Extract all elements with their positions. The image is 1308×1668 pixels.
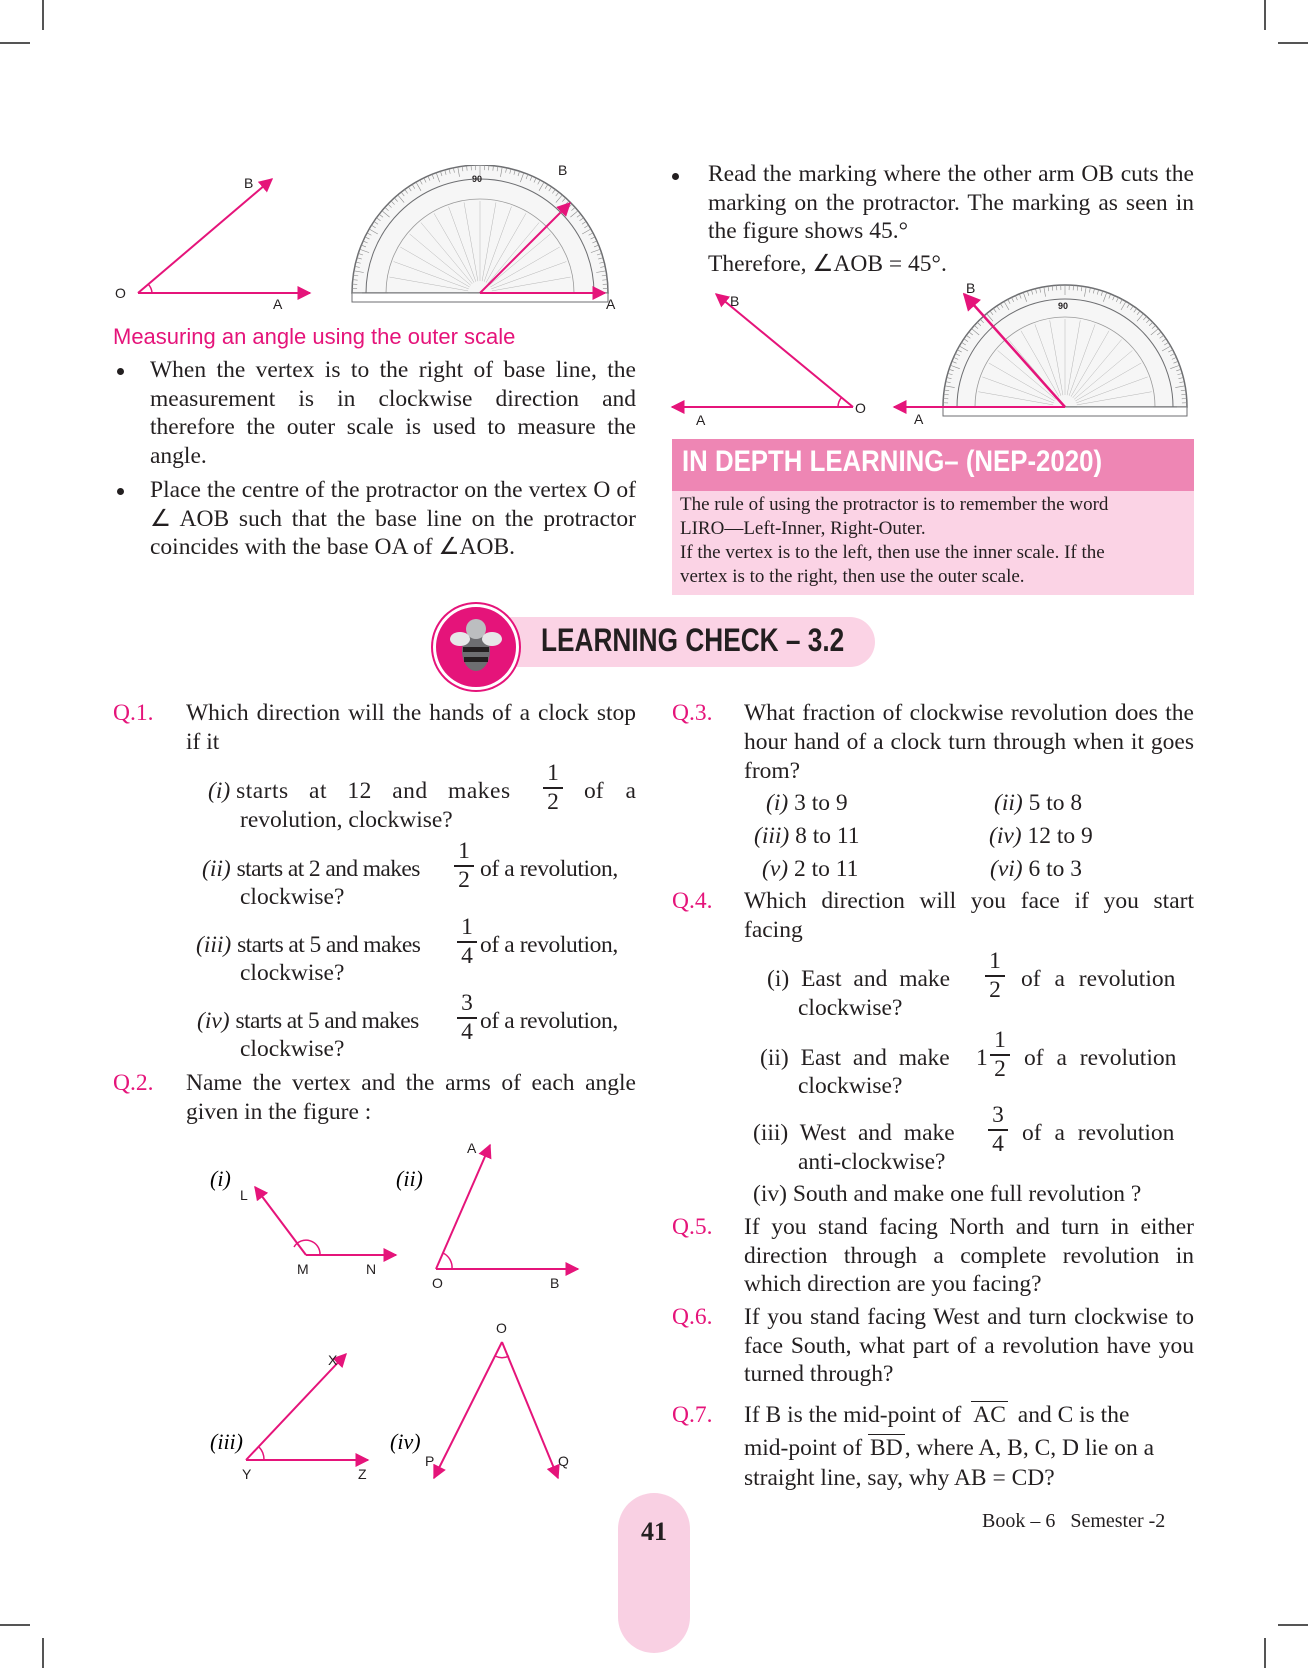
svg-text:Z: Z (358, 1466, 367, 1482)
q1-part: (iv) starts at 5 and makes (197, 1008, 419, 1034)
svg-text:B: B (966, 282, 976, 296)
svg-text:(iv): (iv) (390, 1429, 421, 1454)
q7-line: straight line, say, why AB = CD? (744, 1465, 1055, 1491)
svg-text:(ii): (ii) (396, 1166, 423, 1191)
svg-text:B: B (730, 293, 740, 309)
bee-icon (436, 607, 516, 687)
svg-text:90: 90 (472, 174, 483, 184)
crop-mark (0, 42, 30, 44)
bullet-text: Place the centre of the protractor on the vertex O of ∠ AOB such that the base line on the protractor coincides with the base OA of ∠AOB. (150, 477, 636, 560)
protractor-diagram (894, 282, 1187, 427)
q3-part: (vi) 6 to 3 (990, 856, 1083, 882)
fraction: 3 4 (456, 991, 478, 1045)
fraction: 1 2 (984, 949, 1006, 1003)
svg-text:Y: Y (242, 1466, 252, 1482)
angle-aob-diagrams (110, 165, 650, 315)
bullet-text: When the vertex is to the right of base line, the measurement is in clockwise direction and therefore the outer scale is used to measure the angle. (150, 357, 636, 469)
label-o: O (115, 285, 126, 301)
svg-text:O: O (496, 1320, 507, 1336)
q4-part: (i) East and make (767, 966, 951, 992)
question-number: Q.2. (113, 1070, 154, 1096)
q2-angle-figures (200, 1135, 600, 1495)
q1-part: (i) starts at 12 and makes (208, 778, 511, 804)
question-number: Q.4. (672, 888, 713, 914)
q4-part-post: of a revolution (1024, 1045, 1177, 1071)
nep-line: vertex is to the right, then use the outer scale. (680, 566, 1025, 587)
nep-line: LIRO—Left-Inner, Right-Outer. (680, 518, 926, 539)
q1-part-post: of a revolution, (480, 856, 618, 882)
q4-part-line2: clockwise? (798, 1073, 903, 1099)
q1-part-post: of a revolution, (480, 1008, 618, 1034)
question-number: Q.1. (113, 700, 154, 726)
svg-text:(iii): (iii) (210, 1429, 243, 1454)
q3-part: (v) 2 to 11 (762, 856, 859, 882)
svg-text:B: B (550, 1275, 560, 1291)
question-number: Q.5. (672, 1214, 713, 1240)
crop-mark (1278, 1624, 1308, 1626)
label-b: B (244, 175, 254, 191)
question-number: Q.7. (672, 1402, 713, 1428)
svg-text:(i): (i) (210, 1166, 231, 1191)
fraction: 1 2 (453, 839, 475, 893)
question-text: What fraction of clockwise revolution does the hour hand of a clock turn through when it goes from? (744, 700, 1194, 784)
segment-ac: AC (973, 1402, 1006, 1428)
footer-book: Book – 6 Semester -2 (982, 1510, 1166, 1532)
bee-logo (433, 604, 519, 690)
fraction: 1 2 (989, 1028, 1011, 1082)
crop-mark (1264, 0, 1266, 30)
q1-part-line2: clockwise? (240, 884, 345, 910)
svg-text:P: P (425, 1453, 435, 1469)
q1-part-post: of a (584, 778, 636, 804)
question-text: If you stand facing West and turn clockwise to face South, what part of a revolution have you turned through? (744, 1304, 1194, 1387)
q4-part: (iii) West and make (753, 1120, 955, 1146)
svg-text:O: O (855, 400, 866, 416)
q7-line: mid-point of BD, where A, B, C, D lie on a (744, 1435, 1155, 1461)
page-number: 41 (641, 1517, 667, 1546)
nep-title-bar (672, 439, 1194, 491)
question-number: Q.3. (672, 700, 713, 726)
learning-check-title: LEARNING CHECK – 3.2 (541, 622, 845, 658)
question-text: Which direction will the hands of a clock stop if it (186, 700, 636, 755)
bullet-text: Read the marking where the other arm OB cuts the marking on the protractor. The marking as seen in the figure shows 45.° (708, 161, 1194, 244)
q1-part: (iii) starts at 5 and makes (196, 932, 421, 958)
q1-part: (ii) starts at 2 and makes (202, 856, 420, 882)
fraction: 1 4 (456, 915, 478, 969)
bullet-dot (117, 488, 124, 495)
q3-part: (i) 3 to 9 (766, 790, 848, 816)
label-a: A (273, 296, 283, 312)
svg-text:N: N (366, 1261, 377, 1277)
q1-part-line2: revolution, clockwise? (240, 807, 453, 833)
q1-part-line2: clockwise? (240, 960, 345, 986)
q1-part-line2: clockwise? (240, 1036, 345, 1062)
crop-mark (0, 1624, 30, 1626)
q4-part-line2: clockwise? (798, 995, 903, 1021)
label-a: A (606, 296, 616, 312)
label-b: B (558, 165, 568, 178)
segment-bd: BD (870, 1435, 903, 1461)
question-text: Which direction will you face if you start facing (744, 888, 1194, 943)
crop-mark (1264, 1638, 1266, 1668)
angle-aob-right-diagrams (668, 282, 1208, 432)
svg-text:X: X (328, 1352, 338, 1368)
fraction: 3 4 (987, 1103, 1009, 1157)
nep-line: If the vertex is to the left, then use the inner scale. If the (680, 542, 1105, 563)
svg-text:A: A (914, 411, 924, 427)
q3-part: (iii) 8 to 11 (754, 823, 860, 849)
mixed-whole: 1 (976, 1045, 988, 1071)
q3-part: (ii) 5 to 8 (994, 790, 1083, 816)
q4-part-post: of a revolution (1021, 966, 1176, 992)
nep-line: The rule of using the protractor is to remember the word (680, 494, 1109, 515)
svg-text:M: M (297, 1261, 309, 1277)
nep-title: IN DEPTH LEARNING– (NEP-2020) (682, 445, 1103, 478)
crop-mark (42, 0, 44, 30)
fraction: 1 2 (542, 761, 564, 815)
bullet-dot (672, 173, 679, 180)
q3-part: (iv) 12 to 9 (989, 823, 1093, 849)
svg-text:L: L (240, 1187, 248, 1203)
crop-mark (42, 1638, 44, 1668)
protractor-diagram (352, 165, 616, 312)
crop-mark (1278, 42, 1308, 44)
q4-part-post: of a revolution (1022, 1120, 1175, 1146)
q4-part: (ii) East and make (760, 1045, 950, 1071)
bullet-dot (117, 368, 124, 375)
svg-text:A: A (467, 1140, 477, 1156)
q4-part: (iv) South and make one full revolution ? (753, 1181, 1142, 1207)
therefore-line: Therefore, ∠AOB = 45°. (708, 251, 947, 277)
question-text: Name the vertex and the arms of each angle given in the figure : (186, 1070, 636, 1125)
svg-text:90: 90 (1058, 301, 1069, 311)
q7-line: If B is the mid-point of AC and C is the (744, 1402, 1130, 1428)
question-text: If you stand facing North and turn in either direction through a complete revolution in which direction are you facing? (744, 1214, 1194, 1297)
svg-text:O: O (432, 1275, 443, 1291)
nep-box (672, 491, 1194, 595)
q1-part-post: of a revolution, (480, 932, 618, 958)
svg-text:A: A (696, 412, 706, 428)
svg-text:Q: Q (558, 1453, 569, 1469)
arm-ob (138, 179, 272, 293)
section-heading: Measuring an angle using the outer scale (113, 324, 516, 349)
question-number: Q.6. (672, 1304, 713, 1330)
q4-part-line2: anti-clockwise? (798, 1149, 946, 1175)
